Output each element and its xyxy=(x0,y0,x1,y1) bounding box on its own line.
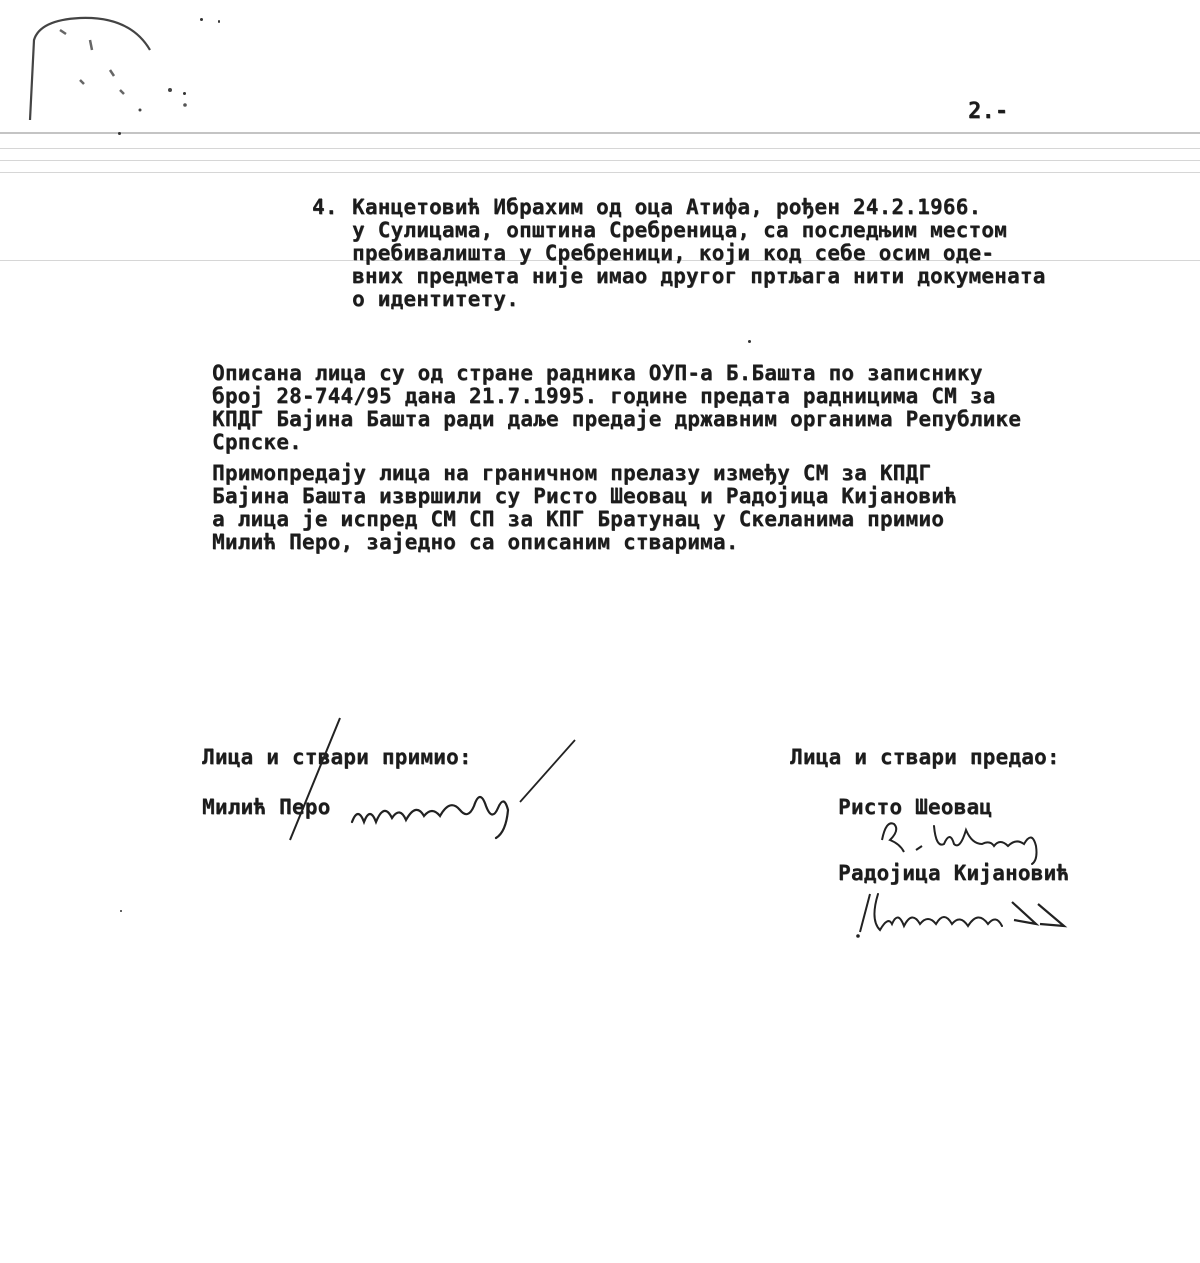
item-line: о идентитету. xyxy=(352,287,519,311)
paragraph-transfer-record xyxy=(212,362,1021,454)
scan-speck xyxy=(183,92,186,95)
paragraph-line: Бајина Башта извршили су Ристо Шеовац и Радојица Кијановић xyxy=(212,484,957,508)
scan-line xyxy=(0,148,1200,149)
handover-name-seovac: Ристо Шеовац xyxy=(838,795,993,819)
paragraph-line: Милић Перо, заједно са описаним стварима. xyxy=(212,530,739,554)
scan-speck xyxy=(118,132,121,135)
paragraph-line: Описана лица су од стране радника ОУП-а Б.Башта по записнику xyxy=(212,361,983,385)
scan-speck xyxy=(748,340,751,343)
scan-line xyxy=(0,160,1200,161)
signature-milic-icon xyxy=(270,710,590,850)
scan-line xyxy=(0,132,1200,134)
receiver-heading: Лица и ствари примио: xyxy=(202,745,472,769)
item-line: вних предмета није имао другог пртљага нити докумената xyxy=(352,264,1046,288)
scan-speck xyxy=(218,20,220,23)
item-body xyxy=(352,196,1046,311)
item-line: Канцетовић Ибрахим од оца Атифа, рођен 24.2.1966. xyxy=(352,195,982,219)
handover-heading: Лица и ствари предао: xyxy=(790,745,1060,769)
item-line: у Сулицама, општина Сребреница, са последњим местом xyxy=(352,218,1007,242)
scan-speck xyxy=(200,18,203,21)
paragraph-line: Српске. xyxy=(212,430,302,454)
paragraph-handover xyxy=(212,462,957,554)
signature-seovac-icon xyxy=(860,800,1060,870)
scan-speck xyxy=(120,910,122,912)
handover-name-kijanovic: Радојица Кијановић xyxy=(838,861,1070,885)
page-number: 2.- xyxy=(968,99,1009,124)
paragraph-line: број 28-744/95 дана 21.7.1995. године предата радницима СМ за xyxy=(212,384,996,408)
paragraph-line: КПДГ Бајина Башта ради даље предаје државним органима Републике xyxy=(212,407,1022,431)
signature-kijanovic-icon xyxy=(840,880,1080,950)
corner-mark-icon xyxy=(20,10,200,130)
paragraph-line: Примопредају лица на граничном прелазу између СМ за КПДГ xyxy=(212,461,932,485)
item-number: 4. xyxy=(312,195,338,219)
scan-line xyxy=(0,172,1200,173)
paragraph-line: а лица је испред СМ СП за КПГ Братунац у Скеланима примио xyxy=(212,507,945,531)
receiver-name: Милић Перо xyxy=(202,795,331,819)
item-line: пребивалишта у Сребреници, који код себе осим оде- xyxy=(352,241,995,265)
